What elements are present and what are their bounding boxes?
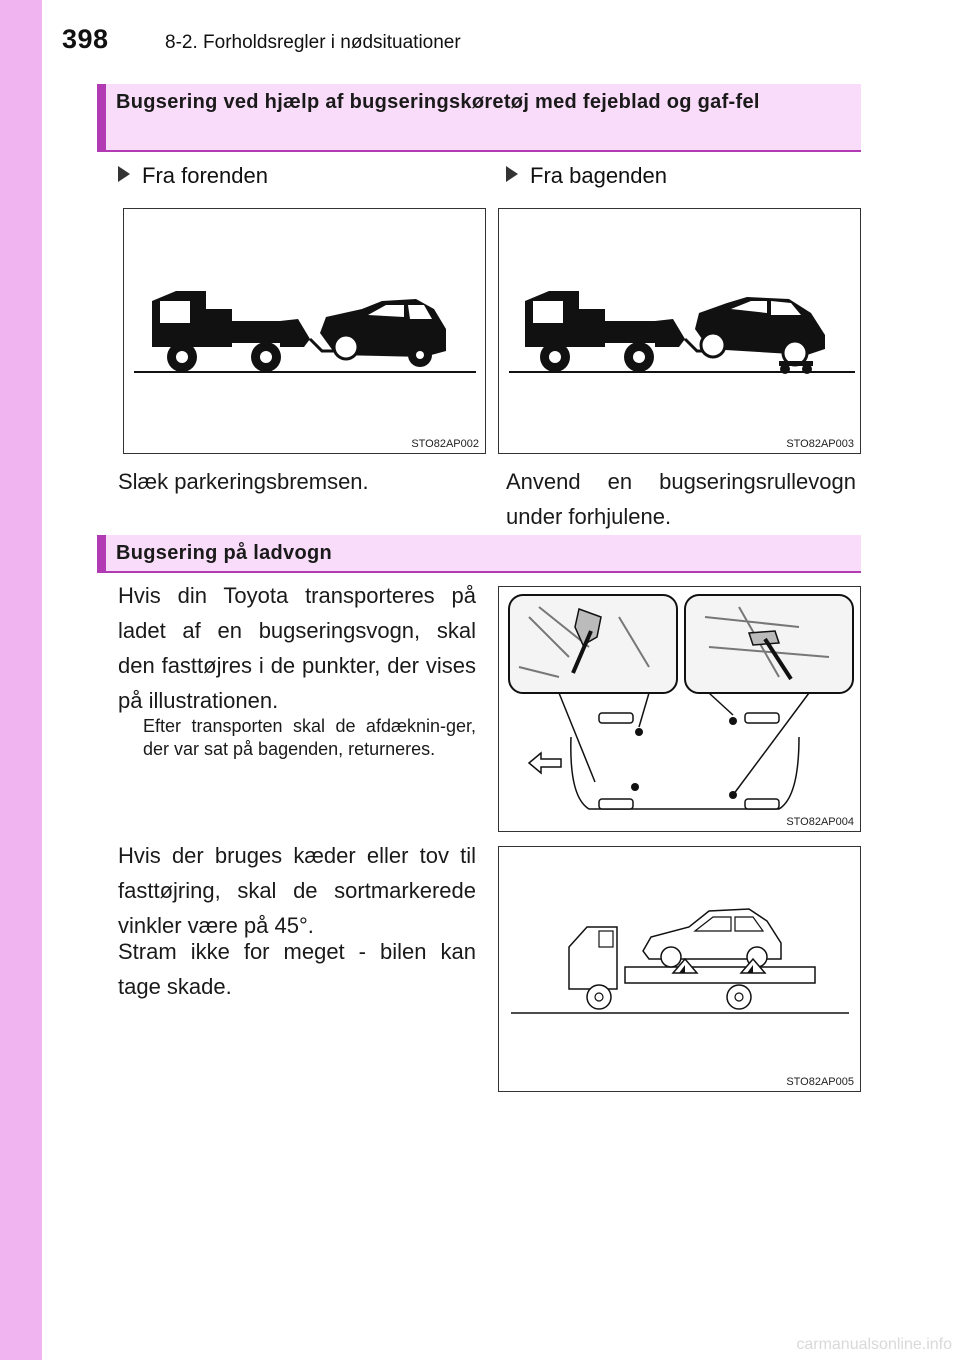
figure-tow-front: [123, 208, 486, 454]
caption-rear: Anvend en bugseringsrullevogn under forhjulene.: [506, 469, 856, 529]
running-header: 8-2. Forholdsregler i nødsituationer: [165, 32, 461, 53]
flatbed-truck-illustration: [499, 847, 861, 1092]
triangle-bullet-icon: [506, 166, 518, 182]
caption-front: Slæk parkeringsbremsen.: [118, 469, 369, 494]
subheading-rear: [506, 162, 667, 190]
chapter-tab-strip: [0, 0, 42, 1360]
figure-tow-rear: [498, 208, 861, 454]
figure-code: STO82AP002: [411, 438, 479, 450]
note-cover-return: Efter transporten skal de afdæknin-ger, der var sat på bagenden, returneres.: [143, 716, 476, 759]
subheading-front-label: Fra forenden: [142, 163, 268, 188]
subheading-front: [118, 162, 268, 190]
figure-flatbed-truck: [498, 846, 861, 1092]
watermark: carmanualsonline.info: [796, 1336, 952, 1353]
tie-down-points-illustration: [499, 587, 861, 832]
paragraph-flatbed-intro: Hvis din Toyota transporteres på ladet af en bugseringsvogn, skal den fasttøjres i de punkter, der vises på illustrationen.: [118, 583, 476, 713]
tow-truck-front-illustration: [124, 209, 486, 454]
figure-code: STO82AP004: [786, 816, 854, 828]
paragraph-do-not-overtighten: Stram ikke for meget - bilen kan tage skade.: [118, 939, 476, 999]
section-heading-flatbed: Bugsering på ladvogn: [97, 535, 861, 573]
tow-truck-rear-illustration: [499, 209, 861, 454]
triangle-bullet-icon: [118, 166, 130, 182]
page-number: 398: [62, 24, 109, 54]
paragraph-chain-angle: Hvis der bruges kæder eller tov til fasttøjring, skal de sortmarkerede vinkler være på 45°.: [118, 843, 476, 938]
figure-tie-down-points: [498, 586, 861, 832]
subheading-rear-label: Fra bagenden: [530, 163, 667, 188]
figure-code: STO82AP003: [786, 438, 854, 450]
figure-code: STO82AP005: [786, 1076, 854, 1088]
section-heading-wrecker: Bugsering ved hjælp af bugseringskøretøj med fejeblad og gaf-fel: [97, 84, 861, 152]
